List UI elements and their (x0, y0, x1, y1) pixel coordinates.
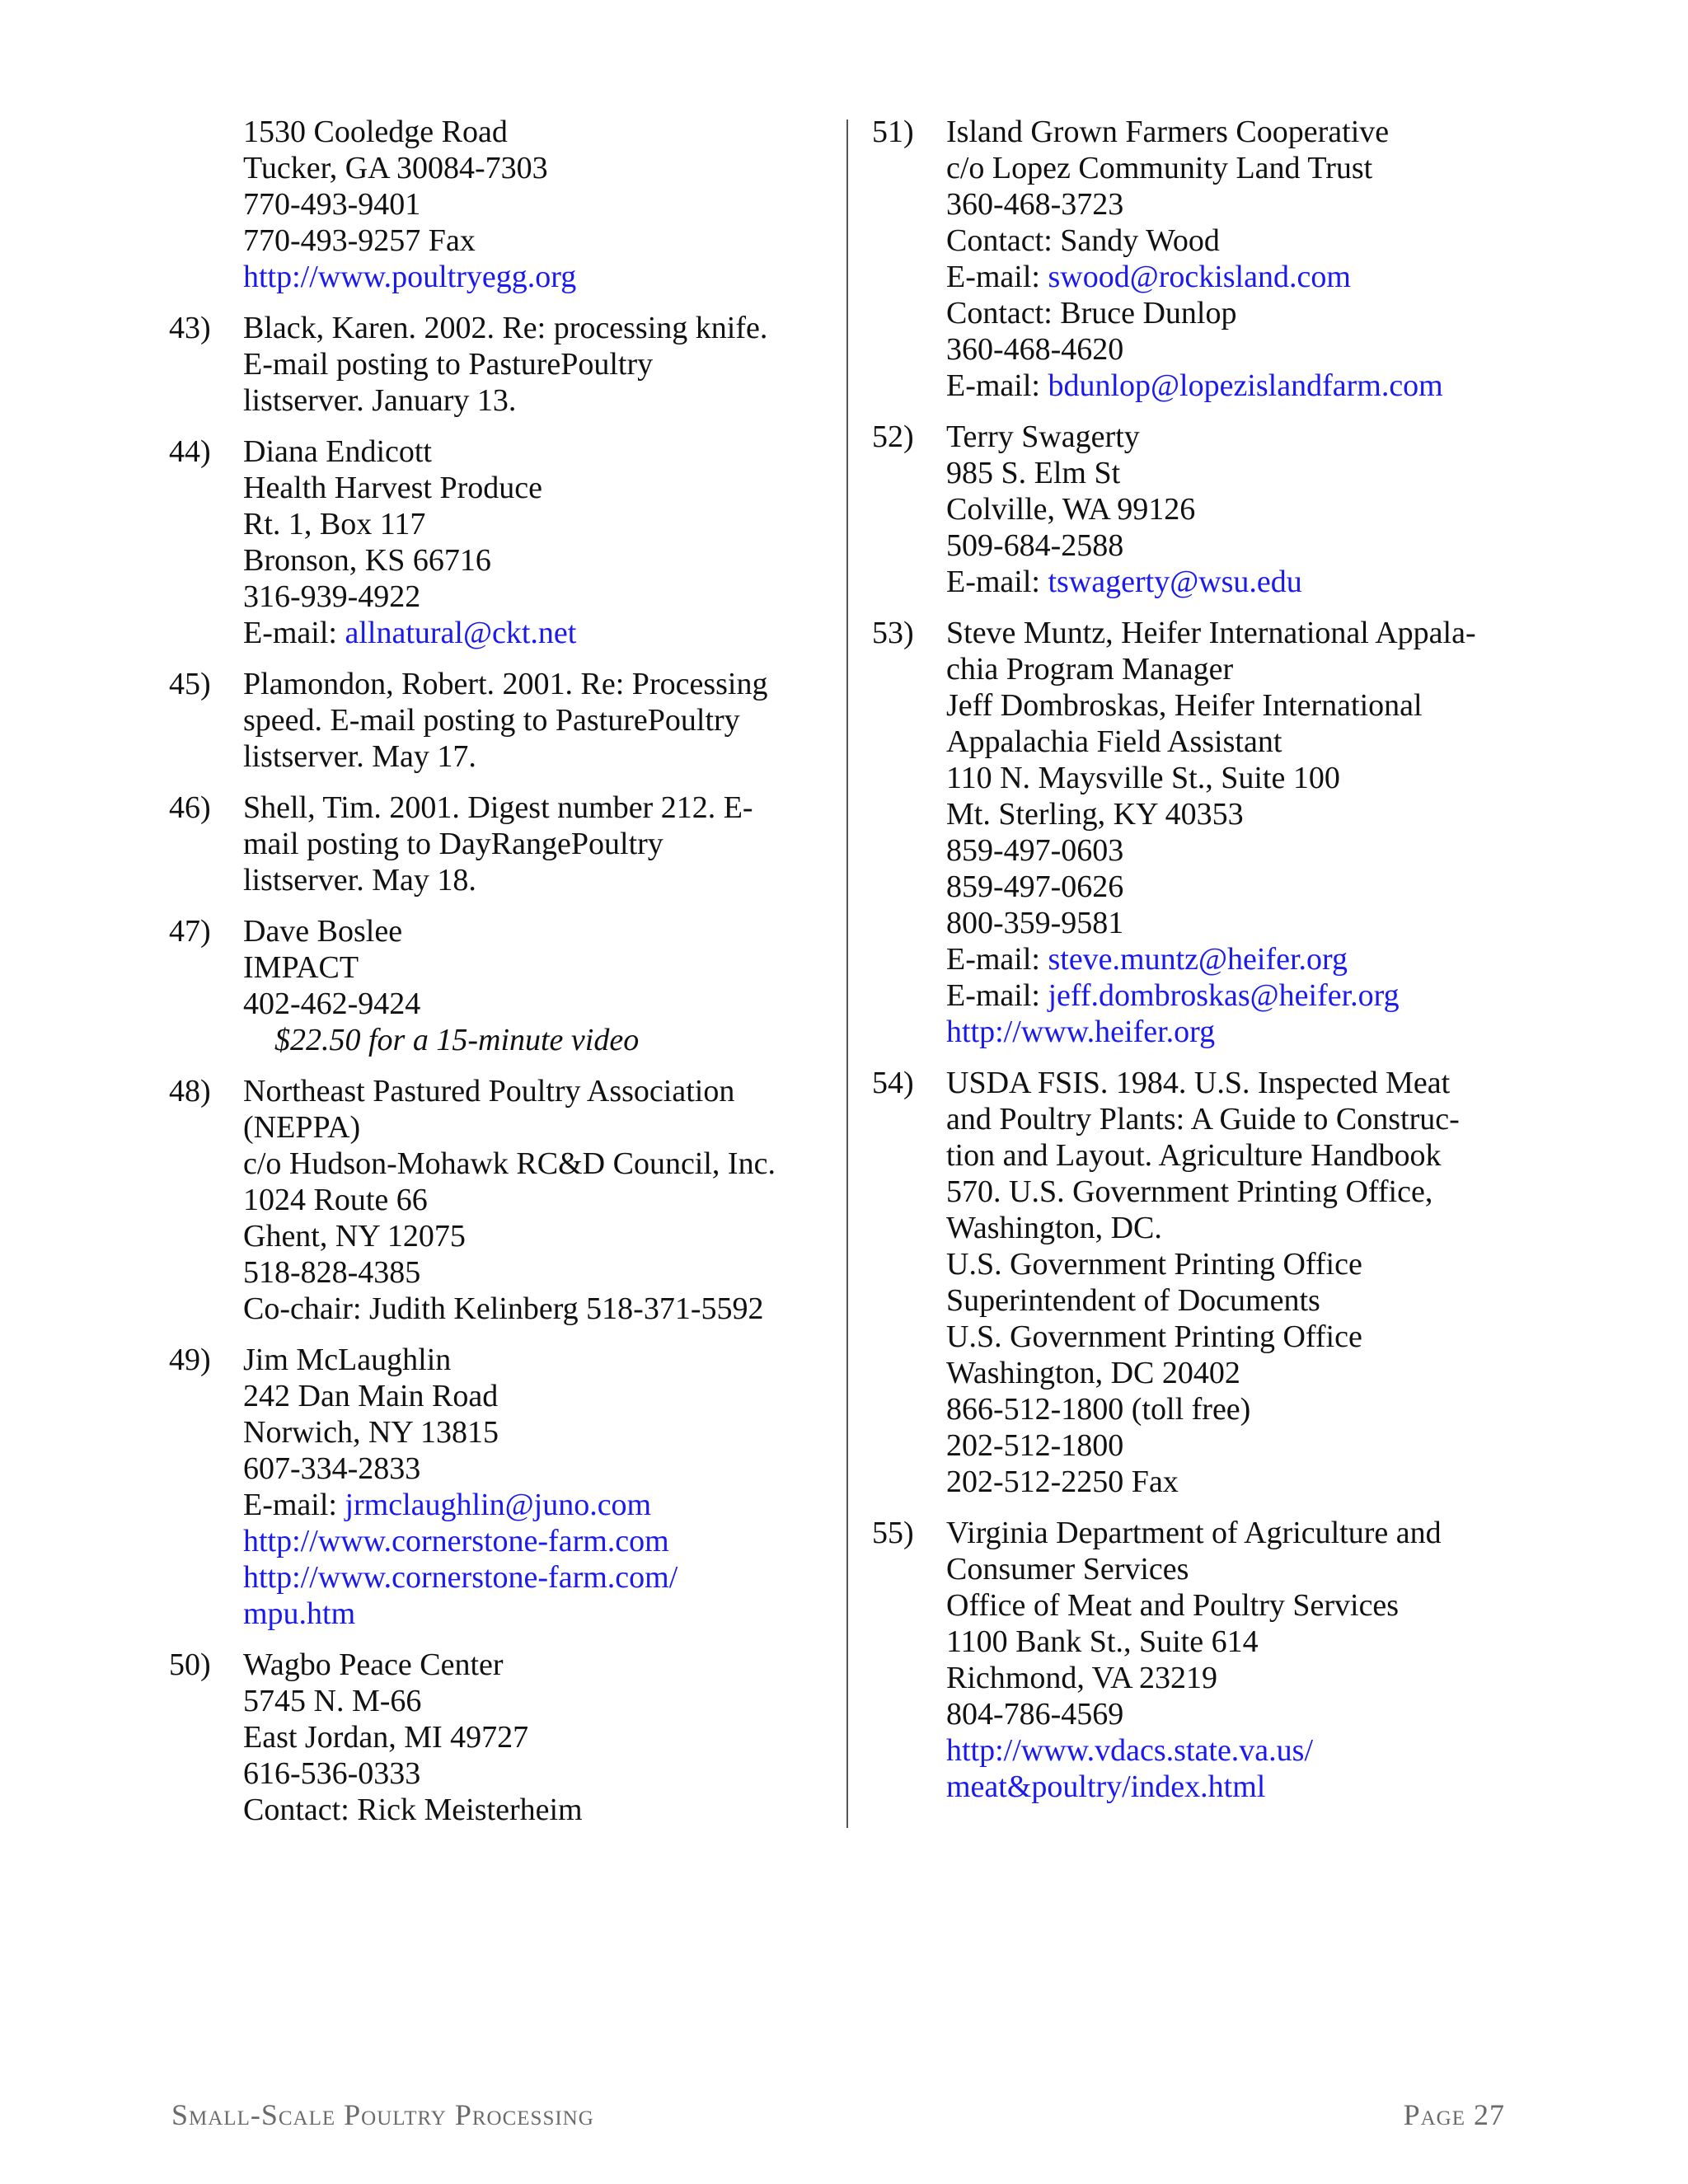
reference-line: U.S. Government Printing Office (946, 1247, 1362, 1282)
reference-line: listserver. May 17. (243, 739, 476, 774)
web-link[interactable]: mpu.htm (243, 1596, 356, 1631)
reference-line: Shell, Tim. 2001. Digest number 212. E- (243, 790, 753, 825)
reference-number: 44) (169, 434, 211, 469)
email-label: E-mail: (243, 616, 345, 650)
reference-line: 5745 N. M-66 (243, 1684, 422, 1718)
reference-line: speed. E-mail posting to PasturePoultry (243, 703, 740, 738)
reference-line: 110 N. Maysville St., Suite 100 (946, 761, 1340, 795)
reference-line: Diana Endicott (243, 434, 432, 469)
reference-line: Contact: Bruce Dunlop (946, 296, 1237, 330)
reference-line: 616-536-0333 (243, 1756, 421, 1791)
email-link[interactable]: jrmclaughlin@juno.com (345, 1488, 652, 1522)
reference-line: Superintendent of Documents (946, 1283, 1320, 1318)
email-line (243, 1487, 828, 1523)
reference-entry (169, 1342, 828, 1632)
reference-entry (169, 1073, 828, 1327)
web-link[interactable]: http://www.cornerstone-farm.com (243, 1524, 669, 1558)
reference-line: c/o Hudson-Mohawk RC&D Council, Inc. (243, 1146, 776, 1181)
reference-line: 202-512-1800 (946, 1428, 1124, 1463)
reference-line: 242 Dan Main Road (243, 1379, 499, 1413)
reference-line: listserver. January 13. (243, 383, 517, 418)
email-link[interactable]: bdunlop@lopezislandfarm.com (1048, 368, 1443, 403)
reference-line: mail posting to DayRangePoultry (243, 827, 663, 861)
reference-line: Black, Karen. 2002. Re: processing knife. (243, 311, 768, 345)
web-link[interactable]: meat&poultry/index.html (946, 1769, 1266, 1804)
reference-line: Jim McLaughlin (243, 1343, 452, 1377)
email-link[interactable]: jeff.dombroskas@heifer.org (1048, 978, 1400, 1013)
reference-line: USDA FSIS. 1984. U.S. Inspected Meat (946, 1066, 1451, 1100)
reference-number: 53) (872, 616, 914, 650)
reference-line: IMPACT (243, 950, 359, 985)
footer-title: Small-Scale Poultry Processing (171, 2098, 594, 2131)
email-label: E-mail: (946, 565, 1048, 599)
reference-line: Co-chair: Judith Kelinberg 518-371-5592 (243, 1291, 764, 1326)
left-column (169, 114, 828, 1843)
reference-number: 50) (169, 1647, 211, 1682)
reference-line: Ghent, NY 12075 (243, 1219, 466, 1254)
reference-line: 360-468-3723 (946, 187, 1124, 222)
reference-number: 54) (872, 1066, 914, 1100)
web-link[interactable]: http://www.poultryegg.org (243, 260, 577, 294)
reference-line: Northeast Pastured Poultry Association (243, 1074, 735, 1108)
email-label: E-mail: (946, 260, 1048, 294)
reference-line: 1024 Route 66 (243, 1183, 428, 1217)
reference-entry (169, 666, 828, 775)
reference-line: Wagbo Peace Center (243, 1647, 504, 1682)
email-link[interactable]: steve.muntz@heifer.org (1048, 942, 1348, 977)
reference-line: Consumer Services (946, 1552, 1189, 1586)
reference-line: 1530 Cooledge Road (243, 115, 508, 149)
reference-line: Contact: Rick Meisterheim (243, 1793, 583, 1827)
email-link[interactable]: allnatural@ckt.net (345, 616, 577, 650)
reference-line: Steve Muntz, Heifer International Appala- (946, 616, 1476, 650)
reference-entry (872, 114, 1531, 404)
reference-line: c/o Lopez Community Land Trust (946, 151, 1373, 185)
reference-line: Richmond, VA 23219 (946, 1661, 1218, 1695)
reference-line: 402-462-9424 (243, 987, 421, 1021)
reference-line: Rt. 1, Box 117 (243, 507, 426, 541)
reference-line: Colville, WA 99126 (946, 492, 1196, 527)
reference-entry (169, 1647, 828, 1828)
reference-line: Island Grown Farmers Cooperative (946, 115, 1390, 149)
email-line (946, 368, 1531, 404)
reference-number: 48) (169, 1074, 211, 1108)
web-link[interactable]: http://www.vdacs.state.va.us/ (946, 1733, 1314, 1768)
email-label: E-mail: (946, 368, 1048, 403)
reference-entry (169, 310, 828, 419)
reference-number: 55) (872, 1516, 914, 1550)
reference-number: 45) (169, 667, 211, 701)
reference-entry (872, 615, 1531, 1050)
reference-line: Washington, DC. (946, 1211, 1162, 1245)
reference-line: Office of Meat and Poultry Services (946, 1588, 1400, 1623)
reference-line: 202-512-2250 Fax (946, 1465, 1179, 1499)
reference-line: 804-786-4569 (946, 1697, 1124, 1732)
reference-entry (169, 114, 828, 295)
reference-line: 360-468-4620 (946, 332, 1124, 367)
web-link[interactable]: http://www.cornerstone-farm.com/ (243, 1560, 678, 1595)
reference-line: Plamondon, Robert. 2001. Re: Processing (243, 667, 768, 701)
reference-line: (NEPPA) (243, 1110, 361, 1145)
reference-line: 509-684-2588 (946, 528, 1124, 563)
reference-line: chia Program Manager (946, 652, 1234, 687)
reference-line: 518-828-4385 (243, 1255, 421, 1290)
reference-line: 607-334-2833 (243, 1451, 421, 1486)
reference-line: Terry Swagerty (946, 419, 1140, 454)
footer-page-number: Page 27 (1403, 2098, 1505, 2131)
reference-line: 800-359-9581 (946, 906, 1124, 940)
email-line (946, 564, 1531, 600)
reference-number: 43) (169, 311, 211, 345)
reference-line: Contact: Sandy Wood (946, 223, 1220, 258)
reference-entry (872, 419, 1531, 600)
email-label: E-mail: (243, 1488, 345, 1522)
reference-line: Tucker, GA 30084-7303 (243, 151, 548, 185)
email-line (946, 977, 1531, 1014)
email-label: E-mail: (946, 942, 1048, 977)
reference-entry (872, 1065, 1531, 1500)
reference-line: 770-493-9401 (243, 187, 421, 222)
price-note: $22.50 for a 15-minute video (274, 1023, 640, 1057)
reference-number: 47) (169, 914, 211, 949)
reference-line: Bronson, KS 66716 (243, 543, 491, 578)
reference-line: 859-497-0626 (946, 869, 1124, 904)
reference-number: 49) (169, 1343, 211, 1377)
reference-line: 985 S. Elm St (946, 456, 1121, 490)
reference-entry (872, 1515, 1531, 1805)
reference-line: Washington, DC 20402 (946, 1356, 1240, 1390)
email-label: E-mail: (946, 978, 1048, 1013)
reference-line: East Jordan, MI 49727 (243, 1720, 529, 1755)
column-divider (846, 120, 848, 1828)
email-link[interactable]: swood@rockisland.com (1048, 260, 1351, 294)
reference-line: Norwich, NY 13815 (243, 1415, 499, 1450)
reference-line: Mt. Sterling, KY 40353 (946, 797, 1244, 832)
reference-line: listserver. May 18. (243, 863, 476, 898)
reference-entry (169, 790, 828, 898)
reference-line: Virginia Department of Agriculture and (946, 1516, 1442, 1550)
reference-line: U.S. Government Printing Office (946, 1319, 1362, 1354)
reference-entry (169, 913, 828, 1058)
reference-line: Dave Boslee (243, 914, 403, 949)
reference-line: tion and Layout. Agriculture Handbook (946, 1138, 1442, 1173)
email-line (946, 259, 1531, 295)
web-link[interactable]: http://www.heifer.org (946, 1015, 1216, 1049)
reference-line: 570. U.S. Government Printing Office, (946, 1174, 1433, 1209)
email-line (243, 615, 828, 651)
email-link[interactable]: tswagerty@wsu.edu (1048, 565, 1302, 599)
email-line (946, 941, 1531, 977)
reference-line: E-mail posting to PasturePoultry (243, 347, 654, 382)
reference-line: 859-497-0603 (946, 833, 1124, 868)
right-column (872, 114, 1531, 1820)
reference-number: 51) (872, 115, 914, 149)
reference-line: 770-493-9257 Fax (243, 223, 476, 258)
reference-number: 52) (872, 419, 914, 454)
reference-number: 46) (169, 790, 211, 825)
reference-line: 866-512-1800 (toll free) (946, 1392, 1251, 1427)
reference-line: and Poultry Plants: A Guide to Construc- (946, 1102, 1460, 1137)
reference-line: Appalachia Field Assistant (946, 724, 1282, 759)
reference-entry (169, 434, 828, 651)
reference-line: Jeff Dombroskas, Heifer International (946, 688, 1423, 723)
reference-line: Health Harvest Produce (243, 471, 542, 505)
reference-line: 1100 Bank St., Suite 614 (946, 1624, 1259, 1659)
reference-line: 316-939-4922 (243, 579, 421, 614)
